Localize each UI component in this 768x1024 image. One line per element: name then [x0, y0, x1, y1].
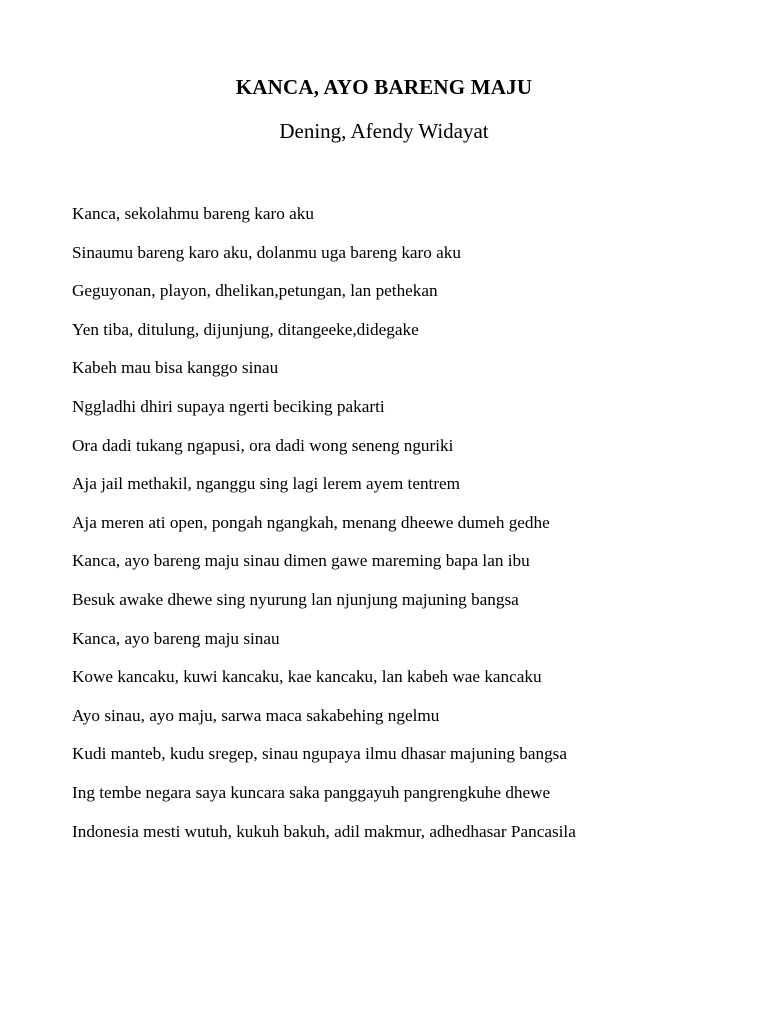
poem-line: Kudi manteb, kudu sregep, sinau ngupaya ilmu dhasar majuning bangsa [72, 744, 567, 764]
poem-line: Aja meren ati open, pongah ngangkah, menang dheewe dumeh gedhe [72, 512, 550, 532]
poem-line: Ora dadi tukang ngapusi, ora dadi wong seneng nguriki [72, 435, 454, 455]
poem-line: Kowe kancaku, kuwi kancaku, kae kancaku, lan kabeh wae kancaku [72, 667, 542, 687]
poem-line: Ayo sinau, ayo maju, sarwa maca sakabehing ngelmu [72, 705, 440, 725]
poem-line: Aja jail methakil, nganggu sing lagi lerem ayem tentrem [72, 474, 461, 494]
poem-line: Kanca, ayo bareng maju sinau dimen gawe mareming bapa lan ibu [72, 551, 530, 571]
poem-line: Ing tembe negara saya kuncara saka panggayuh pangrengkuhe dhewe [72, 782, 551, 802]
poem-line: Kanca, ayo bareng maju sinau [72, 628, 280, 648]
poem-line: Geguyonan, playon, dhelikan,petungan, lan pethekan [72, 281, 438, 301]
poem-body [72, 202, 732, 858]
poem-line: Sinaumu bareng karo aku, dolanmu uga bareng karo aku [72, 242, 461, 262]
poem-line: Indonesia mesti wutuh, kukuh bakuh, adil makmur, adhedhasar Pancasila [72, 821, 576, 841]
poem-author: Dening, Afendy Widayat [279, 119, 489, 143]
poem-line: Nggladhi dhiri supaya ngerti beciking pakarti [72, 396, 385, 416]
poem-title: KANCA, AYO BARENG MAJU [235, 75, 533, 99]
poem-line: Yen tiba, ditulung, dijunjung, ditangeeke,didegake [72, 319, 419, 339]
poem-line: Besuk awake dhewe sing nyurung lan njunjung majuning bangsa [72, 589, 519, 609]
poem-line: Kanca, sekolahmu bareng karo aku [72, 204, 314, 223]
poem-line: Kabeh mau bisa kanggo sinau [72, 358, 279, 378]
